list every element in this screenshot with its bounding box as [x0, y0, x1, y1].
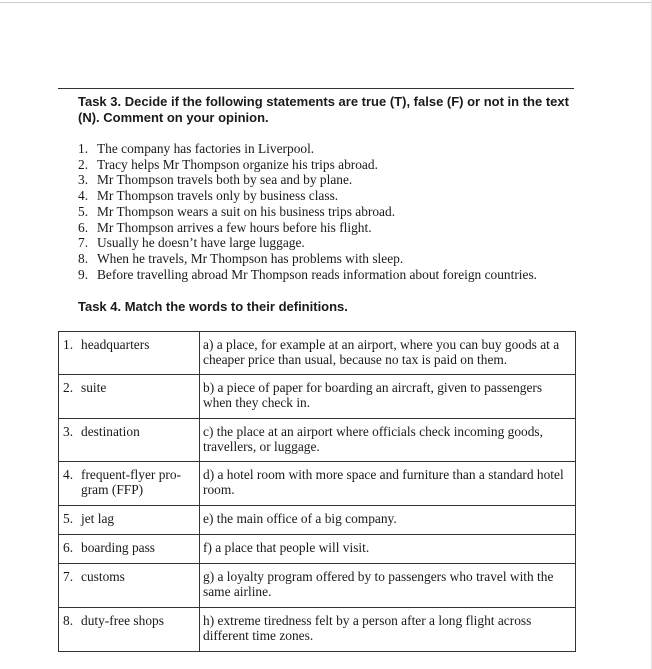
term-text: duty-free shops [81, 613, 164, 628]
statement-item [78, 172, 537, 188]
statement-item [78, 235, 537, 251]
definition-cell: a) a place, for example at an airport, where you can buy goods at a cheaper price than usual, because no tax is paid on them. [200, 332, 576, 375]
top-border-line [0, 2, 652, 3]
term-number: 7. [63, 569, 74, 584]
term-number: 2. [63, 380, 74, 395]
table-row [59, 332, 576, 375]
statement-number: 9. [78, 266, 89, 282]
term-cell [59, 564, 200, 608]
statement-text: Mr Thompson travels both by sea and by plane. [97, 172, 353, 188]
statement-text: Mr Thompson travels only by business class. [97, 188, 339, 204]
statement-item [78, 141, 537, 157]
term-cell [59, 506, 200, 535]
term-text: boarding pass [81, 540, 156, 555]
statement-text: The company has factories in Liverpool. [97, 141, 315, 156]
statement-text: Usually he doesn’t have large luggage. [97, 235, 305, 251]
table-row [59, 608, 576, 652]
definition-cell: b) a piece of paper for boarding an aircraft, given to passengers when they check in. [200, 375, 576, 419]
statement-text: Before travelling abroad Mr Thompson reads information about foreign countries. [97, 266, 538, 282]
task3-heading: Task 3. Decide if the following statements are true (T), false (F) or not in the text (N). Comment on your opinion. [78, 94, 569, 125]
statement-item [78, 204, 537, 220]
term-number: 3. [63, 424, 74, 439]
statement-item [78, 251, 537, 267]
definition-cell: c) the place at an airport where officials check incoming goods, travellers, or luggage. [200, 419, 576, 462]
task3-statements-list [78, 141, 537, 282]
statement-number: 3. [78, 172, 89, 188]
statement-number: 1. [78, 141, 89, 156]
statement-text: Mr Thompson wears a suit on his business trips abroad. [97, 203, 396, 219]
definition-cell: d) a hotel room with more space and furniture than a standard hotel room. [200, 462, 576, 506]
table-row [59, 506, 576, 535]
statement-text: Mr Thompson arrives a few hours before his flight. [97, 219, 372, 235]
statement-item [78, 188, 537, 204]
table-row [59, 564, 576, 608]
term-cell [59, 462, 200, 506]
definition-cell: e) the main office of a big company. [200, 506, 576, 535]
table-row [59, 535, 576, 564]
term-text: jet lag [81, 511, 115, 526]
statement-item [78, 157, 537, 173]
matching-table [58, 331, 576, 652]
task4-heading: Task 4. Match the words to their definitions. [78, 299, 348, 314]
term-number: 4. [63, 467, 74, 482]
statement-number: 8. [78, 250, 89, 266]
term-cell [59, 419, 200, 462]
statement-item [78, 220, 537, 236]
statement-text: When he travels, Mr Thompson has problems with sleep. [97, 250, 404, 266]
term-number: 5. [63, 511, 74, 526]
definition-cell: g) a loyalty program offered by to passengers who travel with the same airline. [200, 564, 576, 608]
statement-text: Tracy helps Mr Thompson organize his trips abroad. [97, 156, 378, 172]
statement-number: 2. [78, 156, 89, 172]
term-text: destination [81, 424, 140, 439]
statement-item [78, 267, 537, 283]
table-row [59, 375, 576, 419]
term-text: headquarters [81, 337, 150, 352]
definition-cell: f) a place that people will visit. [200, 535, 576, 564]
statement-number: 6. [78, 219, 89, 235]
section-rule [58, 88, 574, 89]
term-cell [59, 535, 200, 564]
term-text: frequent-flyer pro-gram (FFP) [81, 467, 182, 497]
term-cell [59, 375, 200, 419]
term-text: customs [81, 569, 125, 584]
term-number: 6. [63, 540, 74, 555]
statement-number: 5. [78, 203, 89, 219]
term-number: 8. [63, 613, 74, 628]
definition-cell: h) extreme tiredness felt by a person after a long flight across different time zones. [200, 608, 576, 652]
term-cell [59, 608, 200, 652]
statement-number: 7. [78, 235, 89, 251]
statement-number: 4. [78, 188, 89, 204]
term-text: suite [81, 380, 107, 395]
table-row [59, 419, 576, 462]
term-number: 1. [63, 337, 74, 352]
table-row [59, 462, 576, 506]
term-cell [59, 332, 200, 375]
